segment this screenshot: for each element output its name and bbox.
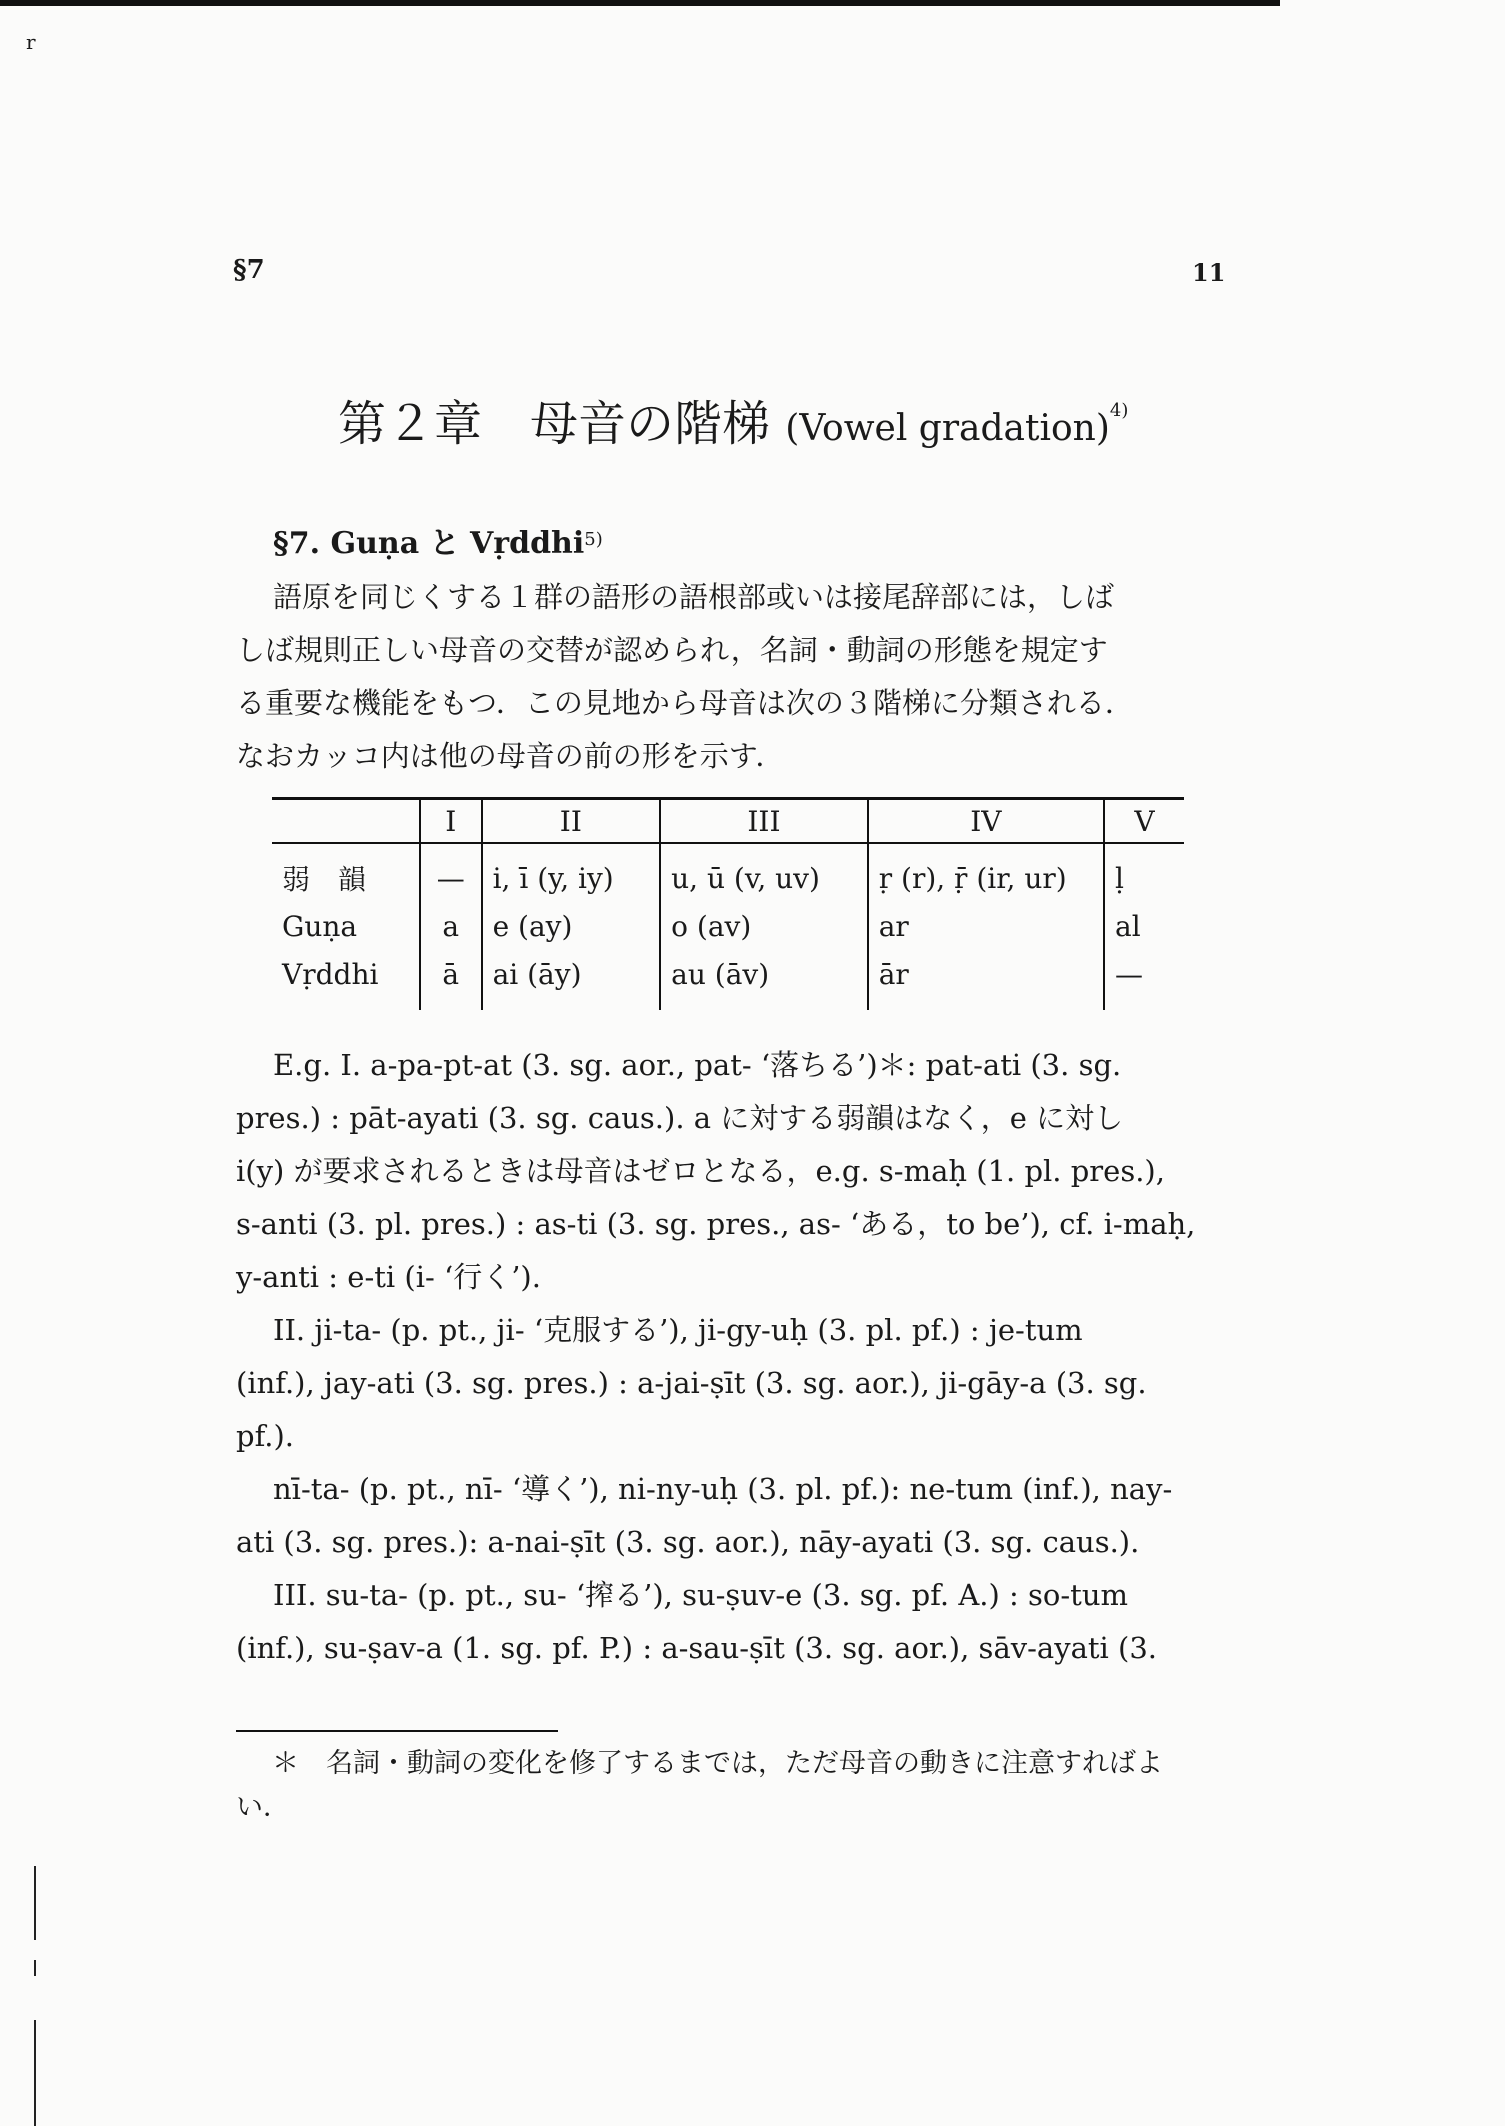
section-heading: [273, 518, 603, 562]
table-row: [272, 843, 1184, 902]
table-cell: u, ū (v, uv): [660, 843, 868, 902]
scan-margin-line: [34, 2020, 36, 2126]
examples-block: [236, 1039, 1216, 1675]
page-number: 11: [1192, 258, 1226, 287]
section-note-ref: 5): [584, 529, 603, 550]
running-section-ref: §7: [233, 255, 265, 285]
table-cell: Guṇa: [282, 909, 358, 943]
table-cell: ar: [868, 902, 1104, 950]
text-line: しば規則正しい母音の交替が認められ，名詞・動詞の形態を規定す: [236, 633, 1108, 667]
table-cell: —: [420, 843, 482, 902]
table-cell: al: [1104, 902, 1184, 950]
table-header-cell: II: [482, 799, 661, 844]
table-cell: —: [1104, 950, 1184, 1010]
scan-margin-line: [34, 1866, 36, 1940]
chapter-title-en: (Vowel gradation): [785, 408, 1110, 449]
footnote: ＊ 名詞・動詞の変化を修了するまでは，ただ母音の動きに注意すればよい．: [236, 1748, 1163, 1823]
text-line: ati (3. sg. pres.): a-nai-ṣīt (3. sg. aor.), nāy-ayati (3. sg. caus.).: [236, 1525, 1140, 1559]
scan-margin-line: [34, 1960, 36, 1976]
table-header-cell: I: [420, 799, 482, 844]
table-cell: Vṛddhi: [282, 957, 379, 991]
intro-paragraph: [236, 571, 1216, 783]
text-line: (inf.), jay-ati (3. sg. pres.) : a-jai-ṣīt (3. sg. aor.), ji-gāy-a (3. sg.: [236, 1366, 1147, 1400]
text-line: pres.) : pāt-ayati (3. sg. caus.). a に対する弱韻はなく，e に対し: [236, 1101, 1124, 1135]
table-header-cell: [272, 799, 420, 844]
chapter-note-ref: 4): [1109, 400, 1129, 421]
text-line: なおカッコ内は他の母音の前の形を示す．: [236, 739, 785, 773]
table-cell: au (āv): [660, 950, 868, 1010]
chapter-title: [338, 385, 1128, 454]
table-cell: i, ī (y, iy): [482, 843, 661, 902]
text-line: pf.).: [236, 1419, 295, 1453]
text-line: II. ji-ta- (p. pt., ji- ‘克服する’), ji-gy-uḥ (3. pl. pf.) : je-tum: [273, 1313, 1083, 1347]
table-cell: ā: [420, 950, 482, 1010]
table-header-cell: IV: [868, 799, 1104, 844]
scan-top-border: [0, 0, 1280, 6]
table-row: [272, 950, 1184, 1010]
table-header-row: [272, 799, 1184, 844]
text-line: 語原を同じくする１群の語形の語根部或いは接尾辞部には，しば: [273, 580, 1115, 614]
text-line: s-anti (3. pl. pres.) : as-ti (3. sg. pres., as- ‘ある，to be’), cf. i-maḥ,: [236, 1207, 1196, 1241]
table-cell: o (av): [660, 902, 868, 950]
text-line: y-anti : e-ti (i- ‘行く’).: [236, 1260, 541, 1294]
text-line: (inf.), su-ṣav-a (1. sg. pf. P.) : a-sau-ṣīt (3. sg. aor.), sāv-ayati (3.: [236, 1631, 1158, 1665]
text-line: III. su-ta- (p. pt., su- ‘搾る’), su-ṣuv-e (3. sg. pf. A.) : so-tum: [273, 1578, 1128, 1612]
text-line: る重要な機能をもつ．この見地から母音は次の３階梯に分類される．: [236, 686, 1134, 720]
table-cell: ār: [868, 950, 1104, 1010]
table-cell: e (ay): [482, 902, 661, 950]
chapter-title-ja: 第２章 母音の階梯: [338, 396, 771, 452]
table-cell: a: [420, 902, 482, 950]
table-header-cell: III: [660, 799, 868, 844]
text-line: E.g. I. a-pa-pt-at (3. sg. aor., pat- ‘落ちる’)＊: pat-ati (3. sg.: [273, 1048, 1122, 1082]
table-cell: 弱 韻: [282, 863, 367, 896]
text-line: nī-ta- (p. pt., nī- ‘導く’), ni-ny-uḥ (3. pl. pf.): ne-tum (inf.), nay-: [273, 1472, 1173, 1506]
table-cell: ḷ: [1104, 843, 1184, 902]
section-heading-text: §7. Guṇa と Vṛddhi: [273, 526, 585, 561]
corner-mark: r: [26, 30, 36, 54]
table-cell: ṛ (r), ṝ (ir, ur): [868, 843, 1104, 902]
footnote-rule: [236, 1730, 558, 1732]
text-line: i(y) が要求されるときは母音はゼロとなる，e.g. s-maḥ (1. pl. pres.),: [236, 1154, 1165, 1188]
table-row: [272, 902, 1184, 950]
table-header-cell: V: [1104, 799, 1184, 844]
table-cell: ai (āy): [482, 950, 661, 1010]
vowel-gradation-table: [272, 797, 1184, 1010]
